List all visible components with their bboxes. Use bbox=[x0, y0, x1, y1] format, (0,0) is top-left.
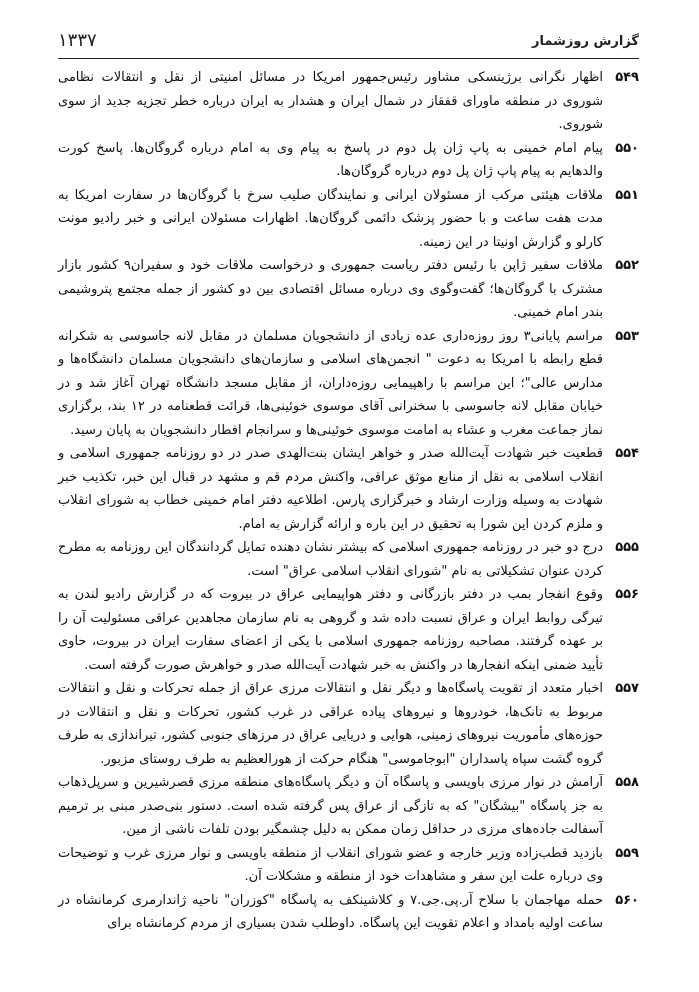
entry-text: آرامش در نوار مرزی باویسی و پاسگاه آن و دیگر پاسگاه‌های منطقه مرزی قصرشیرین و سرپل‌ذهاب به جز پاسگاه "بیشگان" که به تازگی از عراق پس گرفته شده است. دستور بنی‌صدر مبنی بر ترمیم آسفالت جاده‌های مرزی در حداقل زمان ممکن به دلیل چشمگیر بودن تلفات ناشی از مین. bbox=[58, 775, 603, 837]
entry-number: ۵۴۹ bbox=[615, 70, 639, 85]
entry-number: ۵۵۶ bbox=[615, 587, 639, 602]
entry-number: ۵۶۰ bbox=[615, 892, 639, 908]
entry-number: ۵۵۴ bbox=[615, 446, 639, 461]
entry-text: حمله مهاجمان با سلاح آر.پی.جی.۷ و کلاشینکف به پاسگاه "کوزران" ناحیه ژاندارمری کرمانشاه در ساعت اولیه بامداد و اعلام تقویت این پاسگاه. داوطلب شدن بسیاری از مردم کرمانشاه برای bbox=[58, 892, 604, 931]
entry-text: ملاقات هیئتی مرکب از مسئولان ایرانی و نمایندگان صلیب سرخ با گروگان‌ها در سفارت امریکا به مدت هفت ساعت و با حضور پزشک دائمی گروگان‌ها. اظهارات مسئولان ایرانی و خبر رادیو مونت کارلو و گزارش اونیتا در این زمینه. bbox=[58, 187, 603, 250]
entry-text: ملاقات سفیر ژاپن با رئیس دفتر ریاست جمهوری و درخواست ملاقات خود و سفیران۹ کشور بازار مشترک با گروگان‌ها؛ گفت‌وگوی وی درباره مسائل اقتصادی بین دو کشور از جمله مجتمع پتروشیمی بندر امام خمینی. bbox=[58, 258, 603, 320]
entry-text: قطعیت خبر شهادت آیت‌الله صدر و خواهر ایشان بنت‌الهدی صدر در دو روزنامه جمهوری اسلامی و انقلاب اسلامی به نقل از منابع موثق عراقی، واکنش مردم قم و مشهد در قبال این خبر، تکذیب خبر شهادت به وسیله وزارت ارشاد و خبرگزاری پارس. اطلاعیه دفتر امام خمینی خطاب به شورای انقلاب و ملزم کردن این شورا به تحقیق در این باره و ارائه گزارش به امام. bbox=[58, 446, 603, 532]
header-rule bbox=[58, 58, 639, 59]
entry-item bbox=[58, 442, 639, 536]
entry-item bbox=[58, 889, 639, 936]
entry-item bbox=[58, 254, 639, 325]
entry-item bbox=[58, 137, 639, 184]
running-title: گزارش روزشمار bbox=[532, 34, 639, 49]
entry-number: ۵۵۳ bbox=[615, 328, 639, 344]
entry-number: ۵۵۰ bbox=[615, 140, 639, 156]
entry-text: درج دو خبر در روزنامه جمهوری اسلامی که بیشتر نشان دهنده تمایل گردانندگان این روزنامه به مطرح کردن عنوان تشکیلاتی به نام "شورای انقلاب اسلامی عراق" است. bbox=[58, 540, 603, 579]
entry-text: وقوع انفجار بمب در دفتر بازرگانی و دفتر هواپیمایی عراق در بیروت که در گزارش رادیو لندن به تیرگی روابط ایران و عراق نسبت داده شد و گروهی به نام سازمان مجاهدین عراقی مسئولیت آن را بر عهده گرفتند. مصاحبه روزنامه جمهوری اسلامی با یکی از اعضای سفارت ایران در بیروت، حاوی تأیید ضمنی اینکه انفجارها در واکنش به خبر شهادت آیت‌الله صدر و خواهرش صورت گرفته است. bbox=[58, 587, 603, 673]
entry-item bbox=[58, 66, 639, 137]
entry-item bbox=[58, 677, 639, 771]
entry-text: پیام امام خمینی به پاپ ژان پل دوم در پاسخ به پیام وی به امام درباره گروگان‌ها. پاسخ کورت والدهایم به پیام پاپ ژان پل دوم درباره گروگان‌ها. bbox=[58, 140, 603, 179]
entry-list bbox=[58, 66, 639, 936]
entry-text: مراسم پایانی۳ روز روزه‌داری عده زیادی از دانشجویان مسلمان در مقابل لانه جاسوسی به شکرانه قطع رابطه با امریکا به دعوت " انجمن‌های اسلامی و سازمان‌های دانشجویان مسلمان دانشگاه‌ها و مدارس عالی"؛ این مراسم با راهپیمایی روزه‌داران، از مقابل مسجد دانشگاه تهران آغاز شد و در خیابان مقابل لانه جاسوسی با سخنرانی آقای موسوی خوئینی‌ها، قرائت قطعنامه در ۱۲ بند، برگزاری نماز جماعت مغرب و عشاء به امامت موسوی خوئینی‌ها و سرانجام افطار دانشجویان به پایان رسید. bbox=[58, 328, 603, 438]
page-header bbox=[58, 28, 639, 58]
entry-number: ۵۵۷ bbox=[615, 681, 639, 696]
entry-text: بازدید قطب‌زاده وزیر خارجه و عضو شورای انقلاب از منطقه باویسی و نوار مرزی غرب و توضیحات وی درباره علت این سفر و مشاهدات خود از منطقه و مشکلات آن. bbox=[58, 845, 603, 884]
entry-item bbox=[58, 583, 639, 677]
page-number: ۱۳۳۷ bbox=[58, 30, 97, 51]
entry-number: ۵۵۲ bbox=[615, 258, 639, 273]
entry-number: ۵۵۸ bbox=[615, 775, 639, 790]
entry-item bbox=[58, 536, 639, 583]
entry-text: اظهار نگرانی برژینسکی مشاور رئیس‌جمهور امریکا در مسائل امنیتی از نقل و انتقالات نظامی شوروی در منطقه ماورای قفقاز در شمال ایران و هشدار به ایران درباره خطر تجزیه جدید از سوی شوروی. bbox=[58, 70, 603, 132]
entry-item bbox=[58, 771, 639, 842]
entry-text: اخبار متعدد از تقویت پاسگاه‌ها و دیگر نقل و انتقالات مرزی عراق از جمله تحرکات و نقل و انتقالات مربوط به تانک‌ها، خودروها و نیروهای پیاده عراقی در غرب کشور، تحرکات و نقل و انتقالات در حوزه‌های مأموریت نیروهای زمینی، هوایی و دریایی عراق در مرزهای جنوبی کشور، تیراندازی به طرف گروه گشت سپاه پاسداران "ابوجاموسی" هنگام حرکت از هورالعظیم به طرف روستای مزبور. bbox=[58, 681, 603, 767]
entry-item bbox=[58, 184, 639, 255]
entry-number: ۵۵۵ bbox=[615, 540, 639, 555]
entry-number: ۵۵۱ bbox=[615, 187, 639, 203]
entry-number: ۵۵۹ bbox=[615, 845, 639, 861]
entry-item bbox=[58, 842, 639, 889]
entry-item bbox=[58, 325, 639, 443]
